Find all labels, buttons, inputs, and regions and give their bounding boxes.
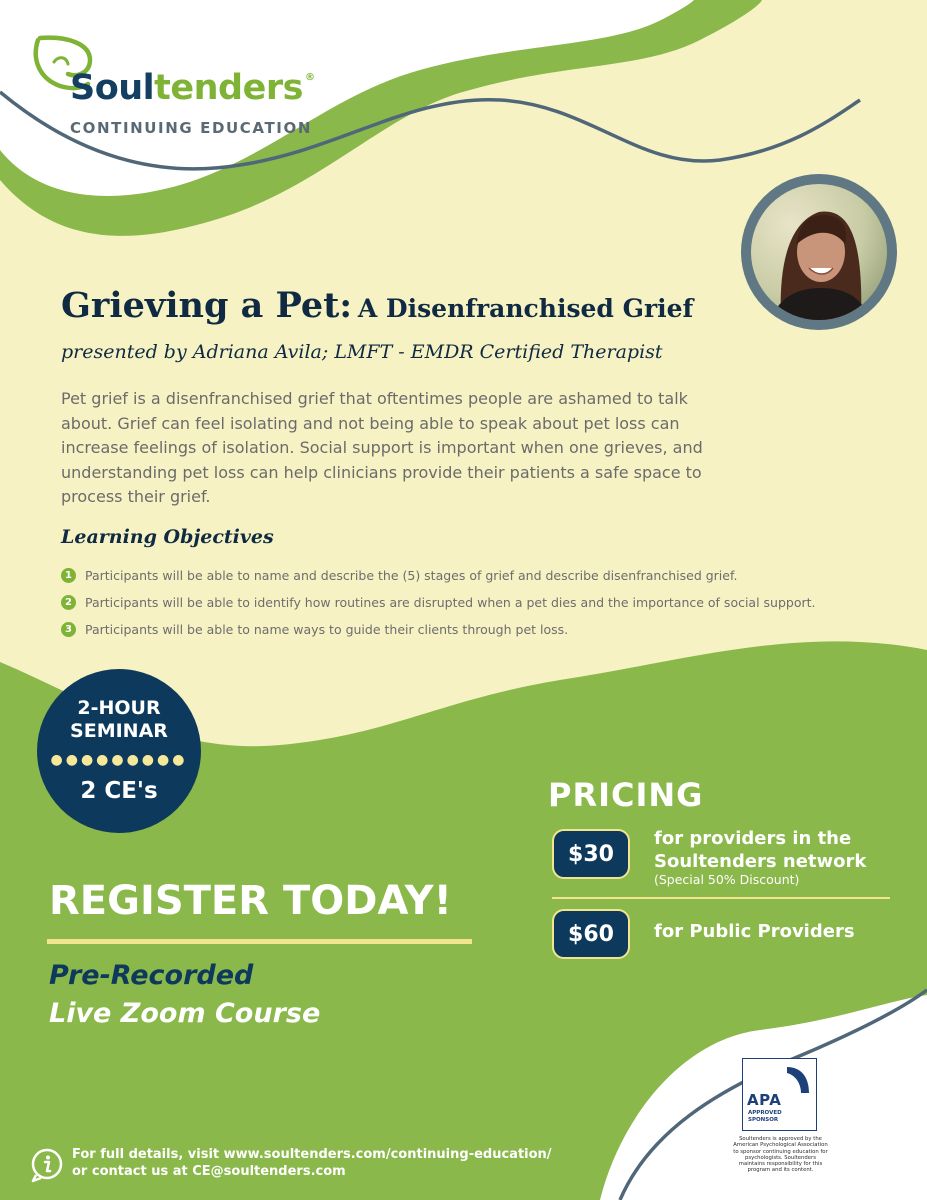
objective-text: Participants will be able to name ways to guide their clients through pet loss.	[85, 622, 569, 637]
objective-number: 2	[61, 595, 76, 610]
objective-item	[61, 562, 901, 589]
pricing-title: PRICING	[548, 776, 704, 814]
presenter-line: presented by Adriana Avila; LMFT - EMDR Certified Therapist	[61, 341, 663, 363]
course-title-main: Grieving a Pet:	[61, 285, 353, 326]
seminar-dots: ●●●●●●●●●	[50, 752, 188, 768]
apa-approved-sponsor: APPROVED SPONSOR	[748, 1110, 782, 1123]
seminar-badge	[37, 669, 201, 833]
seminar-duration: 2-HOUR	[77, 697, 161, 719]
course-title-sub: A Disenfranchised Grief	[357, 294, 694, 323]
footer-contact-email[interactable]: or contact us at CE@soultenders.com	[72, 1163, 346, 1179]
info-icon	[30, 1148, 65, 1183]
seminar-ce-count: 2 CE's	[80, 778, 158, 804]
course-mode-live-zoom: Live Zoom Course	[49, 998, 321, 1029]
seminar-label: SEMINAR	[70, 720, 168, 742]
apa-acronym: APA	[747, 1091, 782, 1109]
objective-text: Participants will be able to name and describe the (5) stages of grief and describe disenfranchised grief.	[85, 568, 738, 583]
learning-objectives-title: Learning Objectives	[61, 526, 274, 548]
apa-wing-icon	[783, 1063, 813, 1097]
footer-details-link[interactable]: For full details, visit www.soultenders.com/continuing-education/	[72, 1147, 552, 1162]
course-title	[61, 285, 693, 326]
brand-subtitle: CONTINUING EDUCATION	[70, 119, 312, 137]
objective-number: 1	[61, 568, 76, 583]
pricing-divider	[552, 897, 890, 899]
course-description: Pet grief is a disenfranchised grief that oftentimes people are ashamed to talk about. Grief can feel isolating and not being able to speak about pet loss can increase feelings of isolation. Social support is important when one grieves, and understanding pet loss can help clinicians provide their patients a safe space to process their grief.	[61, 389, 703, 506]
objective-number: 3	[61, 622, 76, 637]
register-headline[interactable]: REGISTER TODAY!	[49, 878, 452, 924]
price-note-discount: (Special 50% Discount)	[654, 872, 800, 887]
presenter-photo	[741, 174, 897, 330]
objective-text: Participants will be able to identify how routines are disrupted when a pet dies and the importance of social support.	[85, 595, 816, 610]
price-desc-network: for providers in the Soultenders network	[654, 828, 867, 872]
learning-objectives-list	[61, 562, 901, 643]
course-mode-prerecorded: Pre-Recorded	[49, 960, 254, 991]
brand-logo-text: Soultenders ®	[70, 68, 315, 108]
price-badge-public: $60	[552, 909, 630, 959]
footer-contact	[72, 1147, 552, 1180]
register-divider	[47, 939, 472, 944]
apa-note: Soultenders is approved by the American Psychological Association to sponsor continuing education for psychologists. Soultenders maintains responsibility for this program and its content.	[733, 1136, 828, 1174]
objective-item	[61, 616, 901, 643]
objective-item	[61, 589, 901, 616]
apa-sponsor-badge	[742, 1058, 817, 1131]
price-badge-network: $30	[552, 829, 630, 879]
price-desc-public: for Public Providers	[654, 921, 855, 942]
